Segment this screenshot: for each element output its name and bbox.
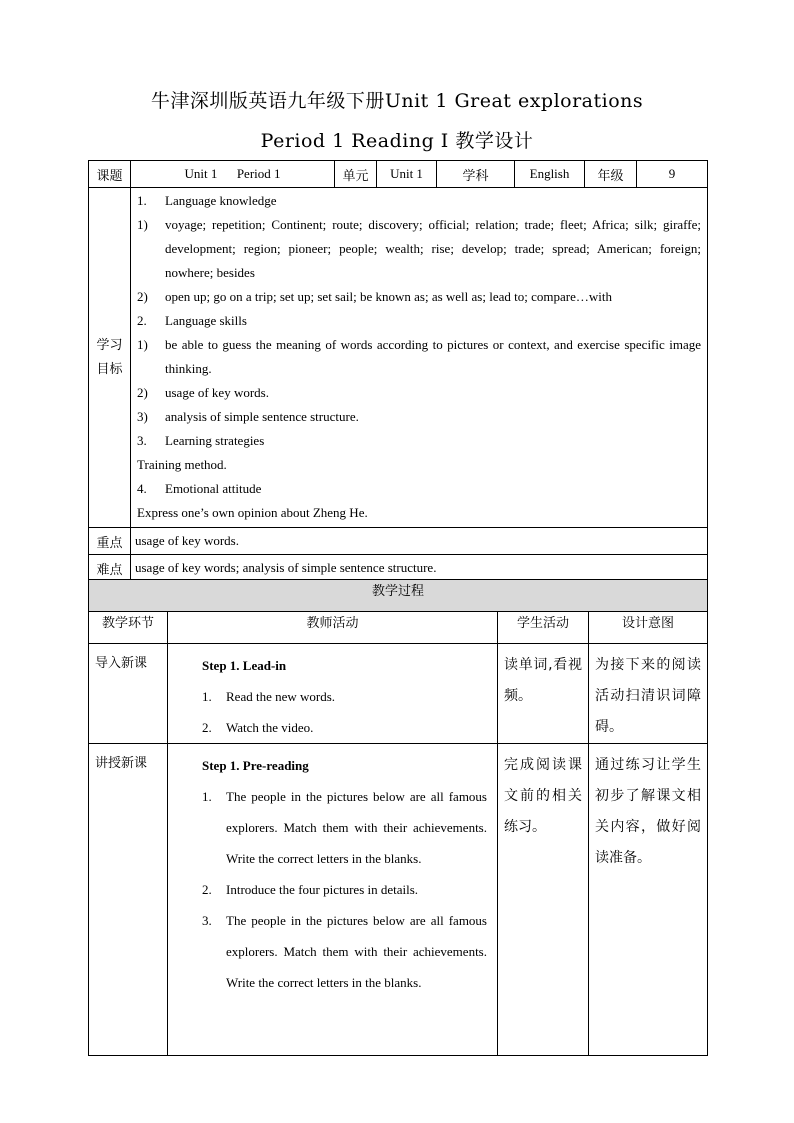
process-header-row: [89, 580, 708, 612]
design-intent-cell: 通过练习让学生初步了解课文相关内容，做好阅读准备。: [589, 744, 708, 1056]
objective-line: 3) analysis of simple sentence structure.: [137, 409, 359, 424]
activity-item: 2. Introduce the four pictures in details.: [202, 882, 419, 897]
grade-value: 9: [637, 161, 708, 188]
key-points-value: usage of key words.: [131, 528, 708, 555]
document-subtitle: Period 1 Reading I 教学设计: [260, 130, 534, 152]
info-row: [89, 161, 708, 188]
activity-item: 1. The people in the pictures below are all famous explorers. Match them with their achievements. Write the correct letters in the blanks.: [202, 789, 487, 866]
activity-item: 3. The people in the pictures below are all famous explorers. Match them with their achievements. Write the correct letters in the blanks.: [202, 913, 487, 990]
subject-label: 学科: [437, 161, 515, 188]
objective-line: 2) open up; go on a trip; set up; set sail; be known as; as well as; lead to; compare…with: [137, 289, 612, 304]
grade-label: 年级: [585, 161, 637, 188]
topic-label: 课题: [89, 161, 131, 188]
process-column-header-row: [89, 612, 708, 644]
objective-line: 1) voyage; repetition; Continent; route; discovery; official; relation; trade; fleet; Africa; silk; giraffe; development; region; pioneer; people; wealth; rise; develop; trade; spread; American; foreign; nowhere; besides: [137, 217, 701, 280]
objective-line: 1. Language knowledge: [137, 193, 277, 208]
activity-item: 1. Read the new words.: [202, 689, 336, 704]
document-title: 牛津深圳版英语九年级下册Unit 1 Great explorations: [150, 90, 644, 112]
objective-line: Training method.: [137, 457, 227, 472]
unit-label: 单元: [335, 161, 377, 188]
unit-value: Unit 1: [377, 161, 437, 188]
objectives-label: 学习 目标: [89, 188, 131, 528]
step-title: Step 1. Pre-reading: [202, 758, 309, 773]
objectives-content: [131, 188, 708, 528]
stage-cell: 导入新课: [89, 644, 168, 744]
process-row-lead-in: [89, 644, 708, 744]
difficult-points-value: usage of key words; analysis of simple sentence structure.: [131, 555, 708, 582]
student-activity-cell: 完成阅读课文前的相关练习。: [498, 744, 589, 1056]
objective-line: 1) be able to guess the meaning of words according to pictures or context, and exercise specific image thinking.: [137, 337, 701, 376]
col-stage-header: 教学环节: [89, 612, 168, 644]
topic-value: Unit 1 Period 1: [131, 161, 335, 188]
objective-line: 2. Language skills: [137, 313, 247, 328]
col-teacher-header: 教师活动: [168, 612, 498, 644]
difficult-points-label: 难点: [89, 555, 131, 582]
stage-cell: 讲授新课: [89, 744, 168, 1056]
col-design-header: 设计意图: [589, 612, 708, 644]
teacher-activity-cell: [168, 744, 498, 1056]
teaching-process-table: [88, 579, 708, 1056]
key-points-label: 重点: [89, 528, 131, 555]
key-points-row: [89, 528, 708, 555]
step-title: Step 1. Lead-in: [202, 658, 287, 673]
difficult-points-row: [89, 555, 708, 582]
design-intent-cell: 为接下来的阅读活动扫清识词障碍。: [589, 644, 708, 744]
objective-line: 3. Learning strategies: [137, 433, 265, 448]
subject-value: English: [515, 161, 585, 188]
activity-item: 2. Watch the video.: [202, 720, 314, 735]
col-student-header: 学生活动: [498, 612, 589, 644]
objective-line: Express one’s own opinion about Zheng He.: [137, 505, 368, 520]
lesson-info-table: [88, 160, 708, 582]
objective-line: 2) usage of key words.: [137, 385, 269, 400]
objectives-row: [89, 188, 708, 528]
process-row-pre-reading: [89, 744, 708, 1056]
teacher-activity-cell: [168, 644, 498, 744]
objective-line: 4. Emotional attitude: [137, 481, 262, 496]
student-activity-cell: 读单词,看视频。: [498, 644, 589, 744]
process-header: 教学过程: [89, 580, 708, 612]
